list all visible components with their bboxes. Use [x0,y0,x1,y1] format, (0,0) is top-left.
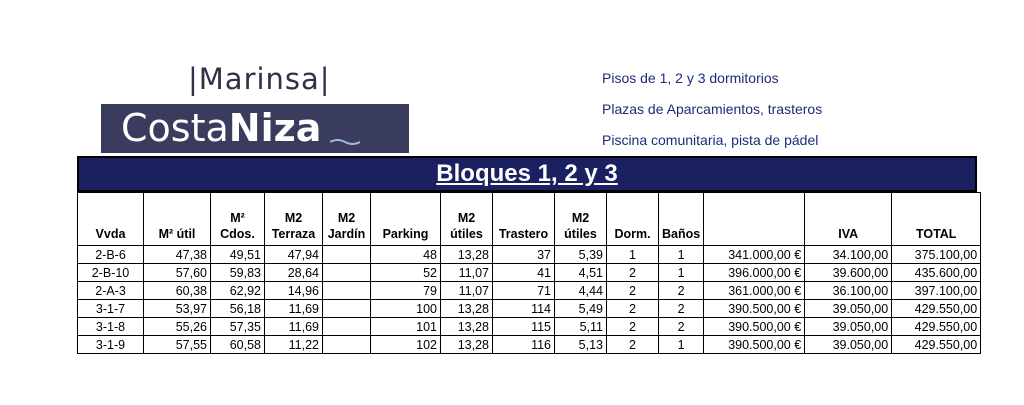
table-cell: 101 [371,318,441,336]
table-cell: 397.100,00 [892,282,981,300]
table-cell: 11,69 [265,300,323,318]
table-cell: 2 [607,264,659,282]
table-cell: 1 [659,246,704,264]
table-cell: 4,51 [555,264,607,282]
blocks-banner [77,156,977,192]
table-cell: 13,28 [441,246,493,264]
column-header [493,193,555,246]
table-body [78,246,981,354]
table-cell [323,264,371,282]
table-cell: 39.050,00 [805,336,892,354]
table-cell: 57,35 [211,318,265,336]
features-list [602,68,822,161]
table-cell: 102 [371,336,441,354]
price-table [77,192,981,354]
table-cell: 39.600,00 [805,264,892,282]
table-cell: 5,11 [555,318,607,336]
column-header-line: Parking [382,227,429,241]
table-row [78,300,981,318]
column-header-line: Terraza [271,227,316,241]
table-cell: 49,51 [211,246,265,264]
table-cell: 2-B-10 [78,264,144,282]
column-header [892,193,981,246]
feature-item: Plazas de Aparcamientos, trasteros [602,101,823,117]
column-header-line: Cdos. [220,227,255,241]
column-header-line: M² [230,211,245,225]
table-cell: 3-1-7 [78,300,144,318]
table-row [78,282,981,300]
column-header [144,193,211,246]
logo-costa-niza [101,104,409,153]
table-cell: 28,64 [265,264,323,282]
table-cell: 62,92 [211,282,265,300]
column-header [211,193,265,246]
column-header [805,193,892,246]
table-cell [323,318,371,336]
column-header [555,193,607,246]
table-cell: 47,38 [144,246,211,264]
table-cell [323,282,371,300]
column-header-line: IVA [838,227,859,241]
logo-niza-text: Niza [228,106,322,150]
table-cell: 3-1-9 [78,336,144,354]
table-cell: 56,18 [211,300,265,318]
table-row [78,246,981,264]
table-cell: 57,55 [144,336,211,354]
table-cell: 53,97 [144,300,211,318]
column-header-line: útiles [564,227,597,241]
banner-title: Bloques 1, 2 y 3 [436,160,618,187]
table-cell: 34.100,00 [805,246,892,264]
table-cell: 11,69 [265,318,323,336]
column-header-line: Baños [662,227,701,241]
column-header [659,193,704,246]
column-header [265,193,323,246]
table-cell: 13,28 [441,300,493,318]
table-cell: 5,49 [555,300,607,318]
table-header-row [78,193,981,246]
column-header-line: Trastero [498,227,549,241]
table-cell: 55,26 [144,318,211,336]
table-cell: 2 [659,282,704,300]
table-row [78,264,981,282]
table-row [78,336,981,354]
table-cell: 396.000,00 € [704,264,805,282]
table-cell: 11,07 [441,282,493,300]
column-header [371,193,441,246]
table-cell: 13,28 [441,336,493,354]
table-cell: 361.000,00 € [704,282,805,300]
table-cell [323,336,371,354]
logo-costa-text: Costa [121,106,229,150]
table-cell: 60,58 [211,336,265,354]
column-header-line: Dorm. [614,227,651,241]
table-cell: 47,94 [265,246,323,264]
table-cell: 11,07 [441,264,493,282]
column-header-line: M² útil [158,227,196,241]
column-header-line: TOTAL [915,227,957,241]
table-cell: 41 [493,264,555,282]
table-cell: 429.550,00 [892,300,981,318]
table-cell: 2 [607,282,659,300]
table-cell: 390.500,00 € [704,300,805,318]
table-cell: 39.050,00 [805,318,892,336]
table-cell: 37 [493,246,555,264]
column-header [78,193,144,246]
table-cell: 36.100,00 [805,282,892,300]
table-cell: 100 [371,300,441,318]
table-cell: 39.050,00 [805,300,892,318]
table-cell: 79 [371,282,441,300]
table-cell: 52 [371,264,441,282]
column-header-line: M2 [337,211,356,225]
table-cell: 2-A-3 [78,282,144,300]
column-header-line: M2 [457,211,476,225]
table-cell: 5,13 [555,336,607,354]
column-header-line: útiles [450,227,483,241]
table-cell: 2 [607,300,659,318]
table-cell: 4,44 [555,282,607,300]
table-cell: 13,28 [441,318,493,336]
table-cell: 429.550,00 [892,336,981,354]
table-cell: 2 [607,318,659,336]
table-cell: 3-1-8 [78,318,144,336]
logo-wave-icon [330,138,360,146]
table-cell: 2 [659,318,704,336]
table-row [78,318,981,336]
table-cell: 375.100,00 [892,246,981,264]
column-header-line: Jardín [327,227,366,241]
table-cell: 116 [493,336,555,354]
table-cell: 57,60 [144,264,211,282]
table-cell: 5,39 [555,246,607,264]
table-cell: 14,96 [265,282,323,300]
table-cell: 435.600,00 [892,264,981,282]
table-cell: 429.550,00 [892,318,981,336]
logo-marinsa: |Marinsa| [188,62,331,96]
table-cell: 48 [371,246,441,264]
column-header-line: M2 [284,211,303,225]
column-header-line: Vvda [95,227,126,241]
column-header-line: M2 [571,211,590,225]
feature-item: Pisos de 1, 2 y 3 dormitorios [602,70,779,86]
table-cell: 390.500,00 € [704,318,805,336]
table-cell: 2 [607,336,659,354]
table-cell [323,246,371,264]
table-cell: 114 [493,300,555,318]
column-header [323,193,371,246]
column-header [607,193,659,246]
table-cell: 1 [659,264,704,282]
table-cell: 390.500,00 € [704,336,805,354]
table-cell: 71 [493,282,555,300]
table-cell [323,300,371,318]
column-header [441,193,493,246]
feature-item: Piscina comunitaria, pista de pádel [602,132,819,148]
table-cell: 2-B-6 [78,246,144,264]
table-cell: 1 [607,246,659,264]
column-header [704,193,805,246]
table-cell: 60,38 [144,282,211,300]
table-cell: 115 [493,318,555,336]
table-cell: 59,83 [211,264,265,282]
table-cell: 341.000,00 € [704,246,805,264]
table-cell: 2 [659,300,704,318]
table-cell: 11,22 [265,336,323,354]
table-cell: 1 [659,336,704,354]
